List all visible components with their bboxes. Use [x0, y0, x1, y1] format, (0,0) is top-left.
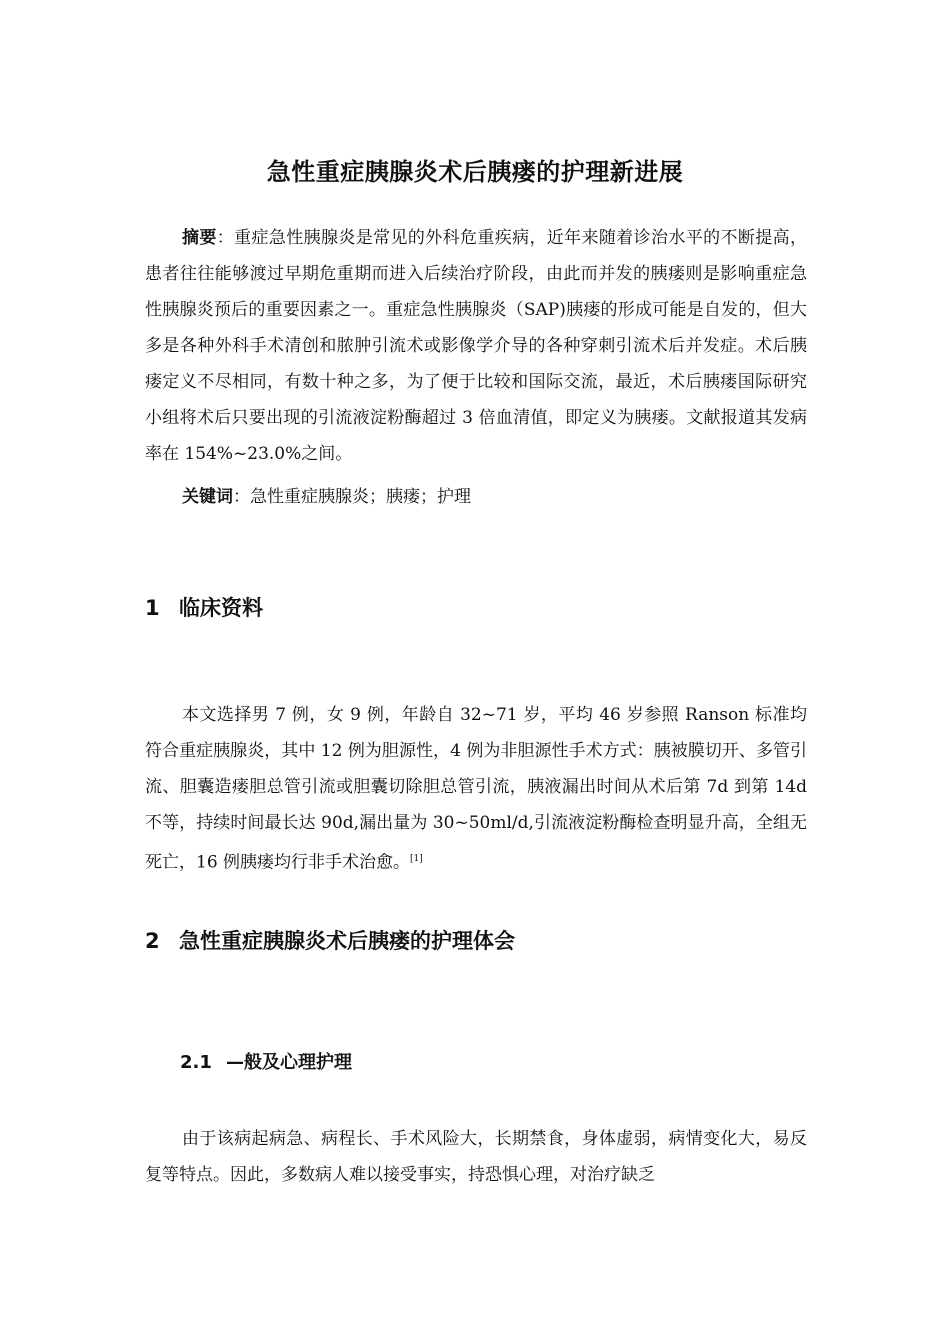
section-2-1-text: 由于该病起病急、病程长、手术风险大，长期禁食，身体虚弱，病情变化大，易反复等特点。因此，多数病人难以接受事实，持恐惧心理，对治疗缺乏: [145, 1129, 807, 1185]
keywords-text: 急性重症胰腺炎；胰瘘；护理: [250, 487, 471, 507]
keywords-separator: ：: [233, 487, 250, 507]
section-1-text: 本文选择男 7 例，女 9 例，年龄自 32~71 岁，平均 46 岁参照 Ranson 标准均符合重症胰腺炎，其中 12 例为胆源性，4 例为非胆源性手术方式：胰被膜切开、多管引流、胆囊造瘘胆总管引流或胆囊切除胆总管引流，胰液漏出时间从术后第 7d 到第 14d 不等，持续时间最长达 90d,漏出量为 30~50ml/d,引流液淀粉酶检查明显升高，全组无死亡，16 例胰瘘均行非手术治愈。: [145, 705, 807, 873]
keywords-label: 关键词: [182, 487, 233, 507]
section-1-heading: [145, 592, 263, 622]
section-2-1-paragraph: [145, 1121, 807, 1193]
section-1-number: 1: [145, 596, 160, 620]
section-1-paragraph: [145, 697, 807, 881]
citation-ref: [1]: [410, 854, 423, 864]
abstract-paragraph: [145, 220, 807, 472]
section-2-1-heading: [180, 1048, 352, 1074]
section-2-1-number: 2.1: [180, 1052, 212, 1073]
section-2-1-title: —般及心理护理: [226, 1052, 352, 1073]
abstract-text: 重症急性胰腺炎是常见的外科危重疾病，近年来随着诊治水平的不断提高，患者往往能够渡过早期危重期而进入后续治疗阶段，由此而并发的胰瘘则是影响重症急性胰腺炎预后的重要因素之一。重症急性胰腺炎（SAP)胰瘘的形成可能是自发的，但大多是各种外科手术清创和脓肿引流术或影像学介导的各种穿刺引流术后并发症。术后胰瘘定义不尽相同，有数十种之多，为了便于比较和国际交流，最近，术后胰瘘国际研究小组将术后只要出现的引流液淀粉酶超过 3 倍血清值，即定义为胰瘘。文献报道其发病率在 154%~23.0%之间。: [145, 228, 808, 464]
abstract-label: 摘要: [182, 228, 217, 248]
section-2-number: 2: [145, 929, 160, 953]
section-1-title: 临床资料: [179, 596, 263, 620]
section-2-title: 急性重症胰腺炎术后胰瘘的护理体会: [179, 929, 515, 953]
document-title: 急性重症胰腺炎术后胰瘘的护理新进展: [266, 158, 684, 186]
abstract-separator: ：: [216, 228, 235, 248]
keywords-paragraph: [145, 479, 807, 515]
section-2-heading: [145, 925, 515, 955]
